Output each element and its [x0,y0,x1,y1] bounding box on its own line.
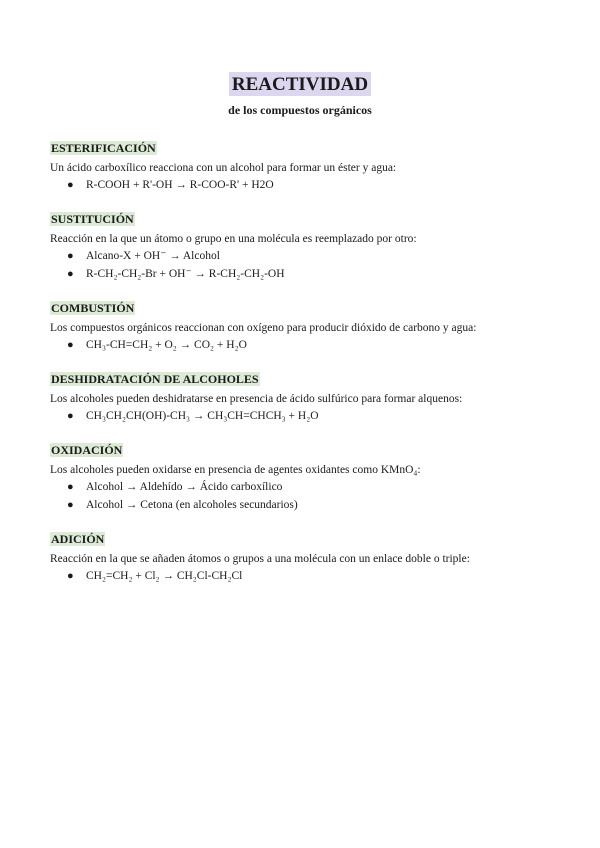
list-item [50,338,550,352]
reaction-equation: CH₃CH₂CH(OH)-CH₃ → CH₃CH=CHCH₃ + H₂O [86,410,319,422]
bullet-icon: ● [67,179,74,191]
list-item [50,249,550,263]
section-description: Reacción en la que un átomo o grupo en una molécula es reemplazado por otro: [50,233,417,245]
reaction-list [50,569,550,583]
section-description: Un ácido carboxílico reacciona con un alcohol para formar un éster y agua: [50,162,397,174]
reaction-equation: R-CH₂-CH₂-Br + OH⁻ → R-CH₂-CH₂-OH [86,268,285,280]
list-item [50,498,550,512]
reaction-list [50,480,550,512]
bullet-icon: ● [67,499,74,511]
section-heading: OXIDACIÓN [51,443,123,457]
reaction-equation: Alcohol → Aldehído → Ácido carboxílico [86,481,283,493]
sections-container [50,139,550,583]
list-item [50,409,550,423]
section-description: Los alcoholes pueden deshidratarse en presencia de ácido sulfúrico para formar alquenos: [50,393,463,405]
section-heading: SUSTITUCIÓN [51,212,134,226]
section [50,530,550,583]
bullet-icon: ● [67,250,74,262]
page-title: REACTIVIDAD [229,72,371,96]
document-page [50,72,550,587]
reaction-equation: R-COOH + R'-OH → R-COO-R' + H2O [86,179,274,191]
section-heading: ESTERIFICACIÓN [51,141,156,155]
section-heading: DESHIDRATACIÓN DE ALCOHOLES [51,372,259,386]
section [50,370,550,423]
bullet-icon: ● [67,481,74,493]
section [50,139,550,192]
reaction-list [50,338,550,352]
list-item [50,569,550,583]
section-heading: COMBUSTIÓN [51,301,135,315]
reaction-list [50,178,550,192]
list-item [50,480,550,494]
section [50,210,550,281]
list-item [50,178,550,192]
section [50,299,550,352]
page-subtitle: de los compuestos orgánicos [228,103,372,117]
bullet-icon: ● [67,268,74,280]
bullet-icon: ● [67,410,74,422]
section [50,441,550,512]
section-description: Los alcoholes pueden oxidarse en presencia de agentes oxidantes como KMnO₄: [50,464,421,476]
reaction-equation: CH₂=CH₂ + Cl₂ → CH₂Cl-CH₂Cl [86,570,243,582]
section-description: Los compuestos orgánicos reaccionan con oxígeno para producir dióxido de carbono y agua: [50,322,477,334]
reaction-list [50,409,550,423]
reaction-equation: CH₃-CH=CH₂ + O₂ → CO₂ + H₂O [86,339,247,351]
section-heading: ADICIÓN [51,532,105,546]
title-block [50,72,550,96]
reaction-list [50,249,550,281]
list-item [50,267,550,281]
reaction-equation: Alcano-X + OH⁻ → Alcohol [86,250,220,262]
reaction-equation: Alcohol → Cetona (en alcoholes secundarios) [86,499,298,511]
section-description: Reacción en la que se añaden átomos o grupos a una molécula con un enlace doble o triple: [50,553,470,565]
bullet-icon: ● [67,339,74,351]
bullet-icon: ● [67,570,74,582]
